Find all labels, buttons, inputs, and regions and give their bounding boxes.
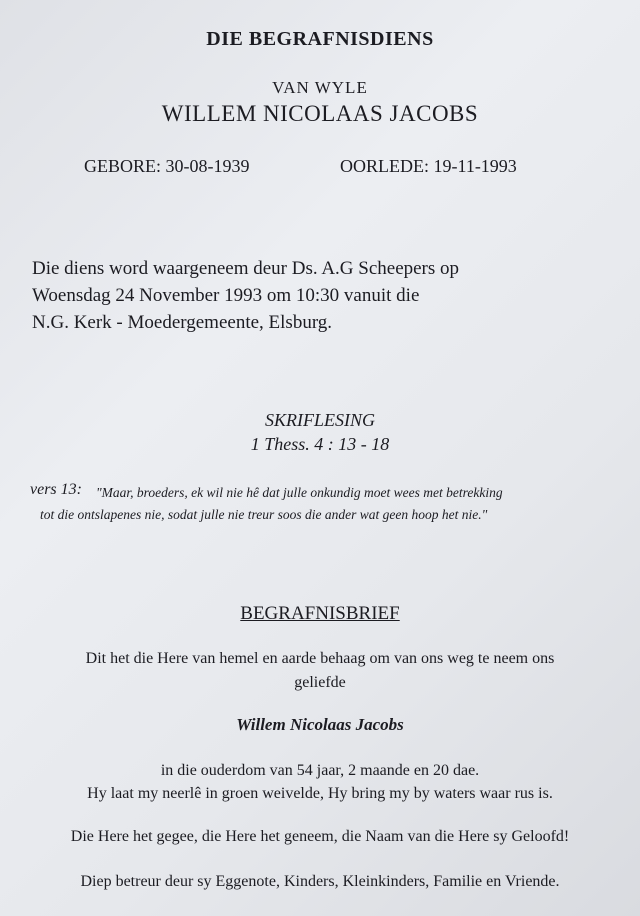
deceased-name: WILLEM NICOLAAS JACOBS [161, 101, 479, 126]
age-line: in die ouderdom van 54 jaar, 2 maande en 20 dae. [160, 762, 480, 779]
letter-line-1: Dit het die Here van hemel en aarde behaag om van ons weg te neem ons [85, 650, 555, 667]
van-wyle-label: VAN WYLE [272, 78, 368, 97]
service-line-1: Die diens word waargeneem deur Ds. A.G Scheepers op [32, 258, 460, 279]
document-title: DIE BEGRAFNISDIENS [206, 28, 434, 50]
verse-label: vers 13: [30, 481, 82, 498]
psalm-line: Hy laat my neerlê in groen weivelde, Hy bring my by waters waar rus is. [87, 785, 553, 802]
letter-deceased-name: Willem Nicolaas Jacobs [236, 715, 404, 734]
scripture-heading: SKRIFLESING [265, 410, 375, 430]
birth-date: GEBORE: 30-08-1939 [84, 156, 250, 176]
scripture-reference: 1 Thess. 4 : 13 - 18 [250, 434, 390, 454]
mourned-line: Diep betreur deur sy Eggenote, Kinders, Kleinkinders, Familie en Vriende. [80, 873, 560, 890]
verse-quote-line-1: "Maar, broeders, ek wil nie hê dat julle onkundig moet wees met betrekking [96, 485, 503, 500]
death-date: OORLEDE: 19-11-1993 [340, 156, 517, 176]
service-line-2: Woensdag 24 November 1993 om 10:30 vanuit die [32, 285, 420, 306]
service-line-3: N.G. Kerk - Moedergemeente, Elsburg. [32, 312, 333, 333]
letter-heading: BEGRAFNISBRIEF [240, 603, 400, 624]
here-line: Die Here het gegee, die Here het geneem, die Naam van die Here sy Geloofd! [70, 828, 570, 845]
letter-line-2: geliefde [294, 674, 346, 691]
verse-quote-line-2: tot die ontslapenes nie, sodat julle nie treur soos die ander wat geen hoop het nie." [40, 507, 488, 522]
